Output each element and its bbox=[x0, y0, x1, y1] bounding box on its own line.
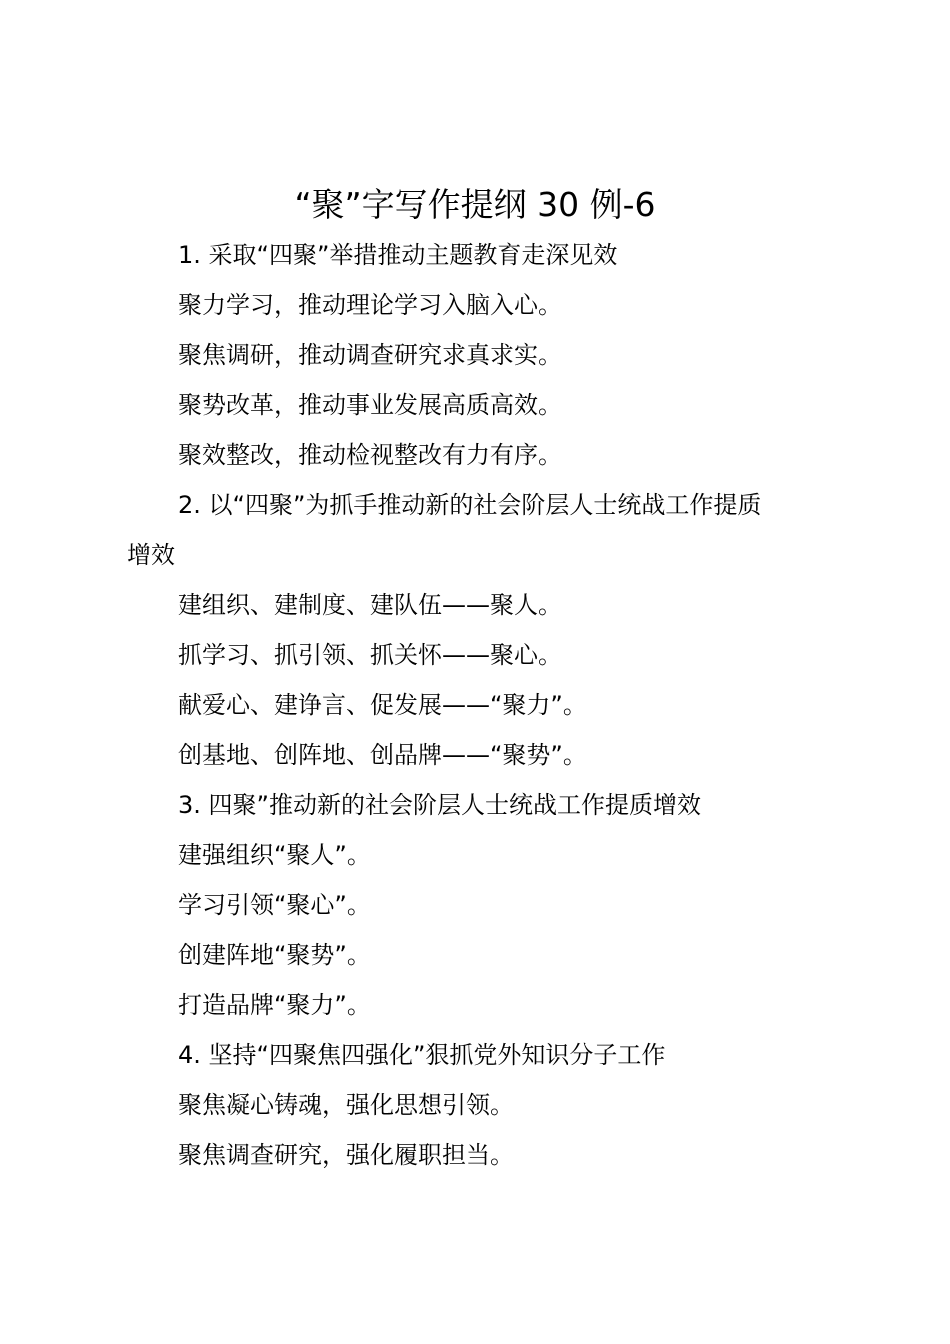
paragraph-line: 打造品牌“聚力”。 bbox=[178, 991, 371, 1019]
paragraph-line: 抓学习、抓引领、抓关怀——聚心。 bbox=[178, 641, 562, 669]
document-body bbox=[127, 230, 837, 1180]
paragraph-line: 建强组织“聚人”。 bbox=[178, 841, 371, 869]
section-heading-2: 2. 以“四聚”为抓手推动新的社会阶层人士统战工作提质 bbox=[178, 491, 762, 519]
section-heading-2-continuation: 增效 bbox=[127, 541, 175, 569]
section-heading-4: 4. 坚持“四聚焦四强化”狠抓党外知识分子工作 bbox=[178, 1041, 666, 1069]
paragraph-line: 创基地、创阵地、创品牌——“聚势”。 bbox=[178, 741, 587, 769]
section-heading-1: 1. 采取“四聚”举措推动主题教育走深见效 bbox=[178, 241, 618, 269]
paragraph-line: 聚势改革，推动事业发展高质高效。 bbox=[178, 391, 562, 419]
paragraph-line: 聚力学习，推动理论学习入脑入心。 bbox=[178, 291, 562, 319]
document-title: “聚”字写作提纲 30 例-6 bbox=[294, 185, 656, 224]
paragraph-line: 聚焦凝心铸魂，强化思想引领。 bbox=[178, 1091, 514, 1119]
paragraph-line: 创建阵地“聚势”。 bbox=[178, 941, 371, 969]
section-heading-3: 3. 四聚”推动新的社会阶层人士统战工作提质增效 bbox=[178, 791, 701, 819]
paragraph-line: 献爱心、建诤言、促发展——“聚力”。 bbox=[178, 691, 587, 719]
paragraph-line: 聚焦调研，推动调查研究求真求实。 bbox=[178, 341, 562, 369]
paragraph-line: 学习引领“聚心”。 bbox=[178, 891, 371, 919]
paragraph-line: 聚焦调查研究，强化履职担当。 bbox=[178, 1141, 514, 1169]
paragraph-line: 建组织、建制度、建队伍——聚人。 bbox=[178, 591, 562, 619]
paragraph-line: 聚效整改，推动检视整改有力有序。 bbox=[178, 441, 562, 469]
